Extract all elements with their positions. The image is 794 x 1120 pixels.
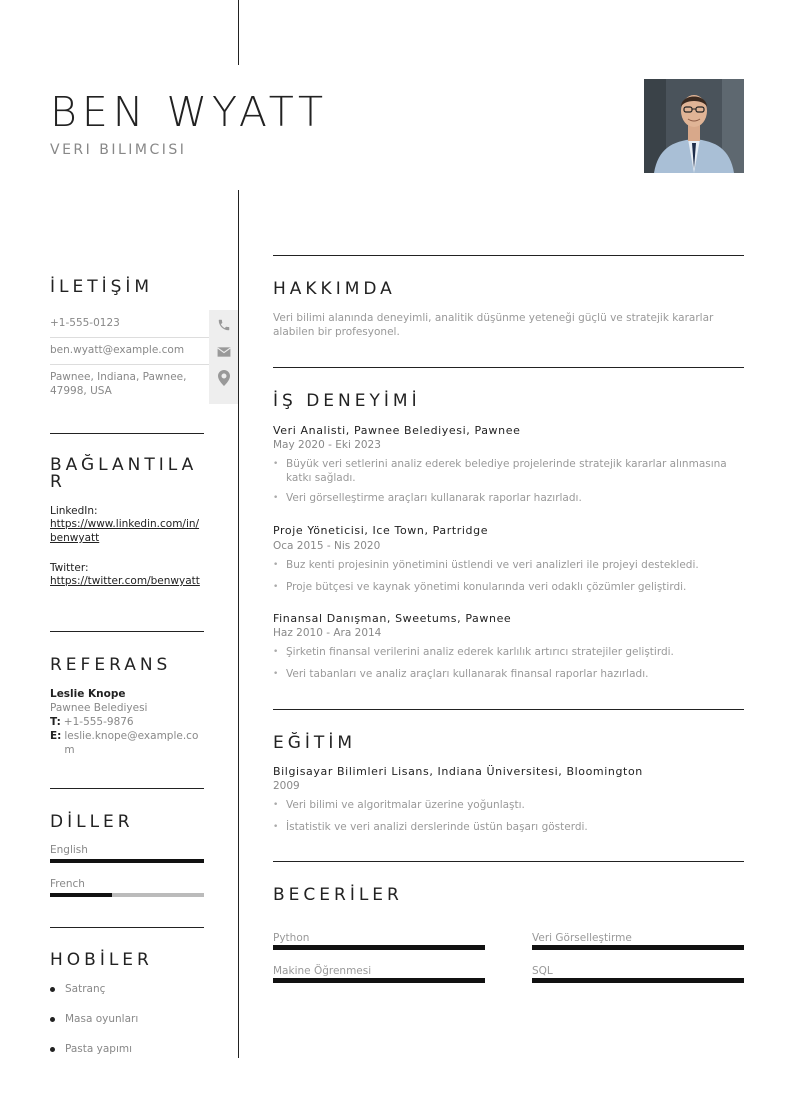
skill-name: Python [273, 932, 310, 944]
reference-org: Pawnee Belediyesi [50, 702, 148, 714]
phone-icon [209, 312, 238, 338]
location-pin-icon [209, 365, 238, 391]
language-name: English [50, 844, 88, 856]
contact-heading: İLETİŞİM [50, 277, 154, 297]
job-bullet: • Veri tabanları ve analiz araçları kullanarak finansal raporlar hazırladı. [273, 667, 733, 681]
candidate-role: VERI BILIMCISI [50, 142, 187, 158]
language-level-bar [50, 893, 204, 897]
language-level-fill [50, 859, 204, 863]
skill-name: Makine Öğrenmesi [273, 965, 372, 977]
mail-icon [209, 339, 238, 365]
section-divider [273, 861, 744, 862]
skills-heading: BECERİLER [273, 885, 403, 905]
reference-email-row [50, 729, 204, 757]
job-bullet: • Şirketin finansal verilerini analiz ederek karlılık artırıcı stratejiler geliştirdi. [273, 645, 733, 659]
twitter-link[interactable]: https://twitter.com/benwyatt [50, 575, 200, 587]
language-item [50, 878, 204, 897]
top-divider-line [238, 0, 239, 65]
section-divider [273, 255, 744, 256]
contact-phone[interactable]: +1-555-0123 [50, 317, 120, 329]
linkedin-label: LinkedIn: [50, 505, 98, 517]
skill-item [273, 932, 485, 950]
bullet-dot [50, 987, 55, 992]
language-item [50, 844, 204, 863]
skill-level-bar [532, 945, 744, 950]
contact-address: Pawnee, Indiana, Pawnee, 47998, USA [50, 371, 187, 397]
language-level-fill [50, 893, 112, 897]
job-dates: Haz 2010 - Ara 2014 [273, 627, 382, 639]
education-heading: EĞİTİM [273, 733, 356, 753]
reference-name: Leslie Knope [50, 688, 126, 700]
hobby-item [50, 1043, 132, 1055]
hobbies-heading: HOBİLER [50, 950, 153, 970]
skill-name: SQL [532, 965, 553, 977]
bullet-dot [50, 1047, 55, 1052]
twitter-block [50, 562, 204, 588]
job-bullet: • Buz kenti projesinin yönetimini üstlendi ve veri analizleri ile projeyi destekledi. [273, 558, 733, 572]
languages-heading: DİLLER [50, 812, 134, 832]
skill-level-bar [273, 978, 485, 983]
candidate-name: BEN WYATT [50, 88, 329, 136]
profile-photo [644, 79, 744, 173]
bullet-dot [50, 1017, 55, 1022]
skill-name: Veri Görselleştirme [532, 932, 632, 944]
section-divider [273, 709, 744, 710]
reference-heading: REFERANS [50, 655, 172, 675]
hobby-label: Pasta yapımı [65, 1043, 133, 1055]
job-dates: May 2020 - Eki 2023 [273, 439, 381, 451]
skill-level-bar [273, 945, 485, 950]
links-heading: BAĞLANTILA R [50, 455, 198, 492]
section-divider [273, 367, 744, 368]
reference-phone-label: T: [50, 716, 61, 728]
job-title: Veri Analisti, Pawnee Belediyesi, Pawnee [273, 424, 521, 437]
linkedin-block [50, 505, 204, 545]
experience-heading: İŞ DENEYİMİ [273, 391, 421, 411]
reference-block [50, 687, 204, 757]
contact-icon-column [209, 310, 238, 404]
reference-phone-row [50, 715, 204, 729]
hobby-item [50, 1013, 138, 1025]
reference-phone[interactable]: +1-555-9876 [63, 716, 134, 728]
skill-level-bar [532, 978, 744, 983]
about-heading: HAKKIMDA [273, 279, 396, 299]
degree-year: 2009 [273, 780, 300, 792]
hobby-item [50, 983, 105, 995]
section-divider [50, 927, 204, 928]
linkedin-link[interactable]: https://www.linkedin.com/in/benwyatt [50, 518, 200, 544]
degree-title: Bilgisayar Bilimleri Lisans, Indiana Üniversitesi, Bloomington [273, 765, 643, 778]
reference-email-label: E: [50, 730, 62, 742]
divider [50, 364, 210, 365]
reference-email[interactable]: leslie.knope@example.com [64, 730, 199, 756]
contact-email[interactable]: ben.wyatt@example.com [50, 344, 185, 356]
divider [50, 337, 210, 338]
section-divider [50, 788, 204, 789]
section-divider [50, 433, 204, 434]
hobby-label: Satranç [65, 983, 106, 995]
job-bullet: • Büyük veri setlerini analiz ederek belediye projelerinde stratejik kararlar alınmasına katkı sağladı. [273, 457, 733, 485]
language-level-bar [50, 859, 204, 863]
job-title: Finansal Danışman, Sweetums, Pawnee [273, 612, 512, 625]
about-text: Veri bilimi alanında deneyimli, analitik düşünme yeteneği güçlü ve stratejik kararlar alabilen bir profesyonel. [273, 312, 714, 338]
skill-item [273, 965, 485, 983]
job-bullet: • Veri görselleştirme araçları kullanarak raporlar hazırladı. [273, 491, 733, 505]
twitter-label: Twitter: [50, 562, 89, 574]
column-divider-line [238, 190, 239, 1058]
job-dates: Oca 2015 - Nis 2020 [273, 540, 381, 552]
education-bullet: • Veri bilimi ve algoritmalar üzerine yoğunlaştı. [273, 798, 733, 812]
section-divider [50, 631, 204, 632]
job-bullet: • Proje bütçesi ve kaynak yönetimi konularında veri odaklı çözümler geliştirdi. [273, 580, 733, 594]
hobby-label: Masa oyunları [65, 1013, 139, 1025]
language-name: French [50, 878, 85, 890]
job-title: Proje Yöneticisi, Ice Town, Partridge [273, 524, 489, 537]
skill-item [532, 965, 744, 983]
skill-item [532, 932, 744, 950]
education-bullet: • İstatistik ve veri analizi derslerinde üstün başarı gösterdi. [273, 820, 733, 834]
